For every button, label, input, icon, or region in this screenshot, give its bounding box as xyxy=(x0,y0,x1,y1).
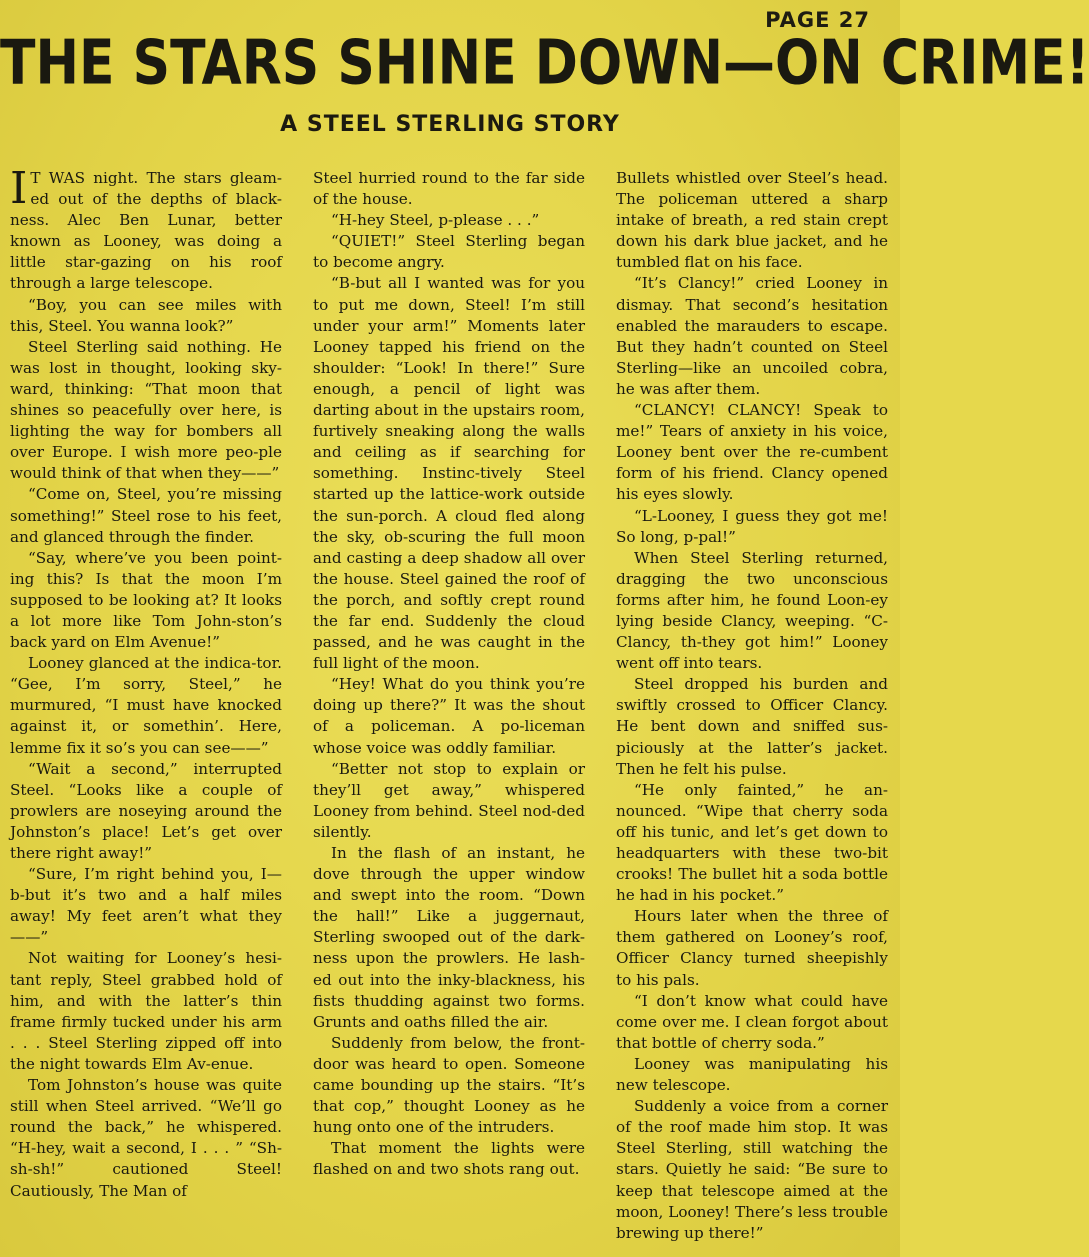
drop-cap: I xyxy=(10,163,28,214)
paragraph: Suddenly from below, the front-door was heard to open. Someone came bounding up the stairs. “It’s that cop,” thought Looney as he hung onto one of the intruders. xyxy=(313,1033,585,1137)
paragraph: In the flash of an instant, he dove through the upper window and swept into the room. “Down the hall!” Like a juggernaut, Sterling swooped out of the dark-ness upon the prowlers. He lash-ed out into the inky-blackness, his fists thudding against two forms. Grunts and oaths filled the air. xyxy=(313,844,585,1031)
paragraph: Tom Johnston’s house was quite still when Steel arrived. “We’ll go round the back,” he whispered. “H-hey, wait a second, I . . . ” “Sh-sh-sh!” cautioned Steel! Cautiously, The Man of xyxy=(10,1076,282,1200)
paragraph: “I don’t know what could have come over me. I clean forgot about that bottle of cherry soda.” xyxy=(616,991,888,1052)
paragraph: Suddenly a voice from a corner of the roof made him stop. It was Steel Sterling, still watching the stars. Quietly he said: “Be sure to keep that telescope aimed at the moon, Looney! There’s less trouble brewing up there!” xyxy=(616,1097,888,1242)
column-1 xyxy=(10,163,282,1248)
paragraph: Looney glanced at the indica-tor. “Gee, I’m sorry, Steel,” he murmured, “I must have knocked against it, or somethin’. Here, lemme fix it so’s you can see——” xyxy=(10,654,282,757)
paragraph: Not waiting for Looney’s hesi-tant reply, Steel grabbed hold of him, and with the latter’s thin frame firmly tucked under his arm . . . Steel Sterling zipped off into the night towards Elm Av-enue. xyxy=(10,949,282,1073)
paragraph: That moment the lights were flashed on and two shots rang out. xyxy=(313,1139,585,1179)
story-byline: A STEEL STERLING STORY xyxy=(280,112,620,137)
paragraph: “Boy, you can see miles with this, Steel. You wanna look?” xyxy=(10,295,282,335)
paragraph: “H-hey Steel, p-please . . .” xyxy=(331,211,540,230)
opening-text: T WAS night. The stars gleam-ed out of the depths of black-ness. Alec Ben Lunar, better known as Looney, was doing a little star-gazing on his roof through a large telescope. xyxy=(10,169,282,293)
column-3 xyxy=(616,168,888,1248)
paragraph: “Better not stop to explain or they’ll get away,” whispered Looney from behind. Steel nod-ded silently. xyxy=(313,759,585,841)
paragraph: Looney was manipulating his new telescope. xyxy=(616,1054,888,1095)
paragraph: “L-Looney, I guess they got me! So long, p-pal!” xyxy=(616,506,888,546)
paragraph: “QUIET!” Steel Sterling began to become angry. xyxy=(313,232,585,272)
column-2 xyxy=(313,168,585,1248)
story-headline: THE STARS SHINE DOWN—ON CRIME! xyxy=(0,28,1089,99)
text-columns xyxy=(10,163,888,1248)
opening-paragraph xyxy=(10,163,282,295)
paragraph: “B-but all I wanted was for you to put me down, Steel! I’m still under your arm!” Moments later Looney tapped his friend on the shoulder: “Look! In there!” Sure enough, a pencil of light was darting about in the upstairs room, furtively sneaking along the walls and ceiling as if searching for something. Instinc-tively Steel started up the lattice-work outside the sun-porch. A cloud fled along the sky, ob-scuring the full moon and casting a deep shadow all over the house. Steel gained the roof of the porch, and softly crept round the far end. Suddenly the cloud passed, and he was caught in the full light of the moon. xyxy=(313,274,585,673)
paragraph: “It’s Clancy!” cried Looney in dismay. That second’s hesitation enabled the marauders to escape. But they hadn’t counted on Steel Sterling—like an uncoiled cobra, he was after them. xyxy=(616,274,888,398)
continuation-paragraph: Steel hurried round to the far side of the house. xyxy=(313,169,585,209)
page-number: PAGE 27 xyxy=(765,8,870,32)
paragraph: When Steel Sterling returned, dragging the two unconscious forms after him, he found Loon-ey lying beside Clancy, weeping. “C-Clancy, th-they got him!” Looney went off into tears. xyxy=(616,548,888,673)
paragraph: Steel Sterling said nothing. He was lost in thought, looking sky-ward, thinking: “That moon that shines so peacefully over here, is lighting the way for bombers all over Europe. I wish more peo-ple would think of that when they——” xyxy=(10,337,282,483)
paragraph: “CLANCY! CLANCY! Speak to me!” Tears of anxiety in his voice, Looney bent over the re-cumbent form of his friend. Clancy opened his eyes slowly. xyxy=(616,401,888,504)
paragraph: Hours later when the three of them gathered on Looney’s roof, Officer Clancy turned sheepishly to his pals. xyxy=(616,907,888,989)
continuation-paragraph: Bullets whistled over Steel’s head. The policeman uttered a sharp intake of breath, a red stain crept down his dark blue jacket, and he tumbled flat on his face. xyxy=(616,169,888,272)
paragraph: “Hey! What do you think you’re doing up there?” It was the shout of a policeman. A po-liceman whose voice was oddly familiar. xyxy=(313,675,585,757)
paragraph: “Say, where’ve you been point-ing this? Is that the moon I’m supposed to be looking at? It looks a lot more like Tom John-ston’s back yard on Elm Avenue!” xyxy=(10,548,282,652)
paragraph: Steel dropped his burden and swiftly crossed to Officer Clancy. He bent down and sniffed sus-piciously at the latter’s jacket. Then he felt his pulse. xyxy=(616,675,888,778)
paragraph: “Wait a second,” interrupted Steel. “Looks like a couple of prowlers are noseying around the Johnston’s place! Let’s get over there right away!” xyxy=(10,759,282,862)
paragraph: “He only fainted,” he an-nounced. “Wipe that cherry soda off his tunic, and let’s get down to headquarters with these two-bit crooks! The bullet hit a soda bottle he had in his pocket.” xyxy=(616,780,888,905)
paragraph: “Come on, Steel, you’re missing something!” Steel rose to his feet, and glanced through the finder. xyxy=(10,485,282,546)
paragraph: “Sure, I’m right behind you, I—b-but it’s two and a half miles away! My feet aren’t what they——” xyxy=(10,865,282,947)
